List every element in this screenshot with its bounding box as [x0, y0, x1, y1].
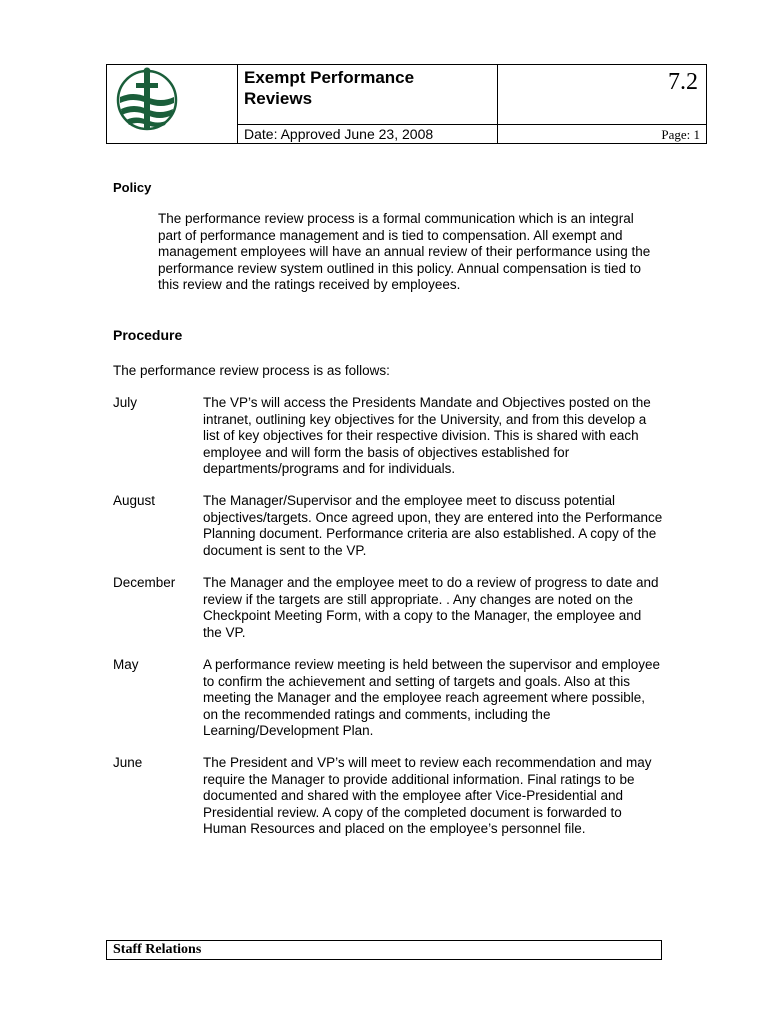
step-text: The Manager/Supervisor and the employee meet to discuss potential objectives/targets. Once agreed upon, they are entered into the Performance Planning document. Performance criteria are also established. A copy of the document is sent to the VP.	[203, 493, 663, 558]
document-title: Exempt Performance Reviews	[244, 68, 415, 108]
step-text: The President and VP’s will meet to review each recommendation and may require the Manager to provide additional information. Final ratings to be documented and shared with the employee after Vice-Presidential and Presidential review. A copy of the completed document is forwarded to Human Resources and placed on the employee’s personnel file.	[203, 755, 652, 836]
logo-cell	[107, 65, 238, 143]
approval-date: Date: Approved June 23, 2008	[238, 125, 498, 143]
number-cell	[498, 65, 706, 125]
policy-text: The performance review process is a formal communication which is an integral part of performance management and is tied to compensation. All exempt and management employees will have an annual review of their performance using the performance review system outlined in this policy. Annual compensation is tied to this review and the ratings received by employees.	[158, 211, 651, 292]
step-text: A performance review meeting is held between the supervisor and employee to confirm the achievement and setting of targets and goals. Also at this meeting the Manager and the employee reach agreement where possible, on the recommended ratings and comments, including the Learning/Development Plan.	[203, 657, 661, 738]
sword-waves-logo-icon	[115, 67, 179, 133]
step-month: June	[113, 755, 143, 770]
document-header	[106, 64, 707, 144]
step-text: The VP’s will access the Presidents Mandate and Objectives posted on the intranet, outlining key objectives for the University, and from this develop a list of key objectives for their respective division. This is shared with each employee and will form the basis of objectives established for departments/programs and for individuals.	[203, 395, 651, 476]
step-month: December	[113, 575, 176, 590]
title-cell	[238, 65, 498, 125]
policy-heading: Policy	[113, 180, 152, 195]
step-month: August	[113, 493, 156, 508]
step-text: The Manager and the employee meet to do a review of progress to date and review if the targets are still appropriate. . Any changes are noted on the Checkpoint Meeting Form, with a copy to the Manager, the employee and the VP.	[203, 575, 659, 640]
footer-staff-relations: Staff Relations	[106, 940, 662, 960]
page-number: Page: 1	[661, 127, 700, 142]
document-number: 7.2	[668, 69, 698, 95]
step-month: May	[113, 657, 139, 672]
procedure-intro: The performance review process is as follows:	[113, 363, 390, 378]
procedure-heading: Procedure	[113, 327, 183, 343]
step-month: July	[113, 395, 138, 410]
